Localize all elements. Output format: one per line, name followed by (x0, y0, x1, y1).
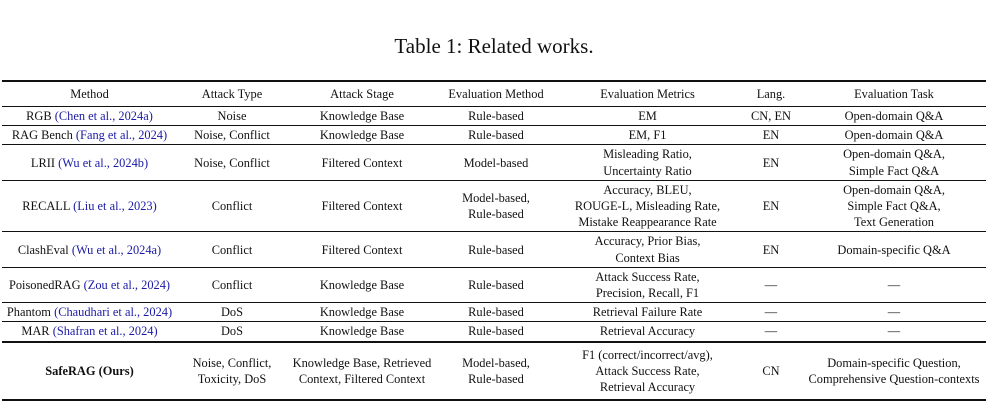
citation-link[interactable]: (Chaudhari et al., 2024) (54, 305, 173, 320)
evaluation-task-cell (802, 180, 986, 232)
cell-line: Simple Fact Q&A (848, 163, 940, 178)
method-name: RAG Bench (11, 128, 73, 143)
cell-line: F1 (correct/incorrect/avg), (582, 347, 713, 362)
cell-line: Text Generation (854, 215, 934, 230)
header-evaluation-task: Evaluation Task (854, 86, 934, 101)
evaluation-task-cell (802, 267, 986, 302)
lang-cell: CN, EN (751, 109, 791, 123)
method-cell (2, 342, 177, 401)
citation-link[interactable]: (Wu et al., 2024a) (71, 242, 162, 257)
citation-link[interactable]: (Shafran et al., 2024) (52, 324, 158, 339)
cell-line: Model-based (463, 155, 529, 170)
attack-stage-cell (287, 342, 437, 401)
method-name: Phantom (6, 305, 51, 320)
table-row (2, 126, 986, 145)
evaluation-metrics-cell (555, 107, 740, 126)
cell-line: EM (638, 109, 657, 123)
method-cell (2, 107, 177, 126)
attack-stage-cell (287, 267, 437, 302)
method-cell (2, 303, 177, 322)
header-lang: Lang. (756, 86, 786, 101)
cell-line: Mistake Reappearance Rate (578, 215, 717, 230)
attack-type-cell (177, 267, 287, 302)
table-row (2, 267, 986, 302)
attack-type-cell (177, 232, 287, 267)
evaluation-task-cell (802, 232, 986, 267)
lang-cell: EN (762, 242, 780, 257)
cell-line: — (887, 277, 901, 292)
method-name: MAR (21, 324, 50, 339)
cell-line: Knowledge Base (319, 277, 405, 292)
cell-line: Conflict (211, 242, 253, 257)
evaluation-metrics-cell (555, 232, 740, 267)
method-name: RECALL (22, 199, 70, 214)
cell-line: Knowledge Base (319, 324, 405, 339)
table-caption: Table 1: Related works. (394, 34, 594, 58)
cell-line: Attack Success Rate, (595, 363, 700, 378)
evaluation-task-cell (802, 342, 986, 401)
cell-line: Noise, Conflict (194, 155, 270, 170)
method-name: PoisonedRAG (8, 277, 81, 292)
evaluation-metrics-cell (555, 303, 740, 322)
lang-cell: EN (762, 155, 780, 170)
evaluation-method-cell (437, 180, 555, 232)
cell-line: ROUGE-L, Misleading Rate, (574, 199, 721, 214)
related-works-table (2, 80, 986, 401)
method-cell (2, 180, 177, 232)
evaluation-task-cell (802, 126, 986, 145)
lang-cell: CN (762, 363, 780, 378)
evaluation-metrics-cell (555, 126, 740, 145)
evaluation-method-cell (437, 126, 555, 145)
cell-line: Accuracy, BLEU, (603, 182, 692, 197)
attack-stage-cell (287, 322, 437, 342)
evaluation-metrics-cell (555, 267, 740, 302)
attack-stage-cell (287, 107, 437, 126)
cell-line: Domain-specific Question, (827, 355, 961, 370)
evaluation-task-cell (802, 145, 986, 180)
lang-cell: EN (762, 199, 780, 214)
evaluation-method-cell (437, 303, 555, 322)
cell-line: Rule-based (468, 109, 524, 123)
cell-line: Domain-specific Q&A (837, 242, 951, 257)
table-row (2, 303, 986, 322)
cell-line: Open-domain Q&A (844, 128, 944, 143)
cell-line: Simple Fact Q&A, (847, 199, 941, 214)
cell-line: Noise, Conflict, (192, 355, 272, 370)
lang-cell: EN (762, 128, 780, 143)
cell-line: Precision, Recall, F1 (595, 286, 700, 301)
cell-line: DoS (220, 305, 244, 320)
cell-line: Filtered Context (321, 242, 403, 257)
cell-line: Uncertainty Ratio (603, 163, 692, 178)
table-row (2, 107, 986, 126)
cell-line: Rule-based (468, 277, 524, 292)
lang-cell: — (764, 277, 778, 292)
table-row (2, 342, 986, 401)
attack-type-cell (177, 322, 287, 342)
cell-line: Model-based, (462, 190, 530, 205)
method-cell (2, 126, 177, 145)
cell-line: Open-domain Q&A (844, 109, 944, 123)
attack-type-cell (177, 303, 287, 322)
method-cell (2, 232, 177, 267)
method-name: ClashEval (17, 242, 69, 257)
evaluation-method-cell (437, 232, 555, 267)
attack-type-cell (177, 180, 287, 232)
method-name: LRII (30, 155, 55, 170)
evaluation-task-cell (802, 322, 986, 342)
cell-line: Accuracy, Prior Bias, (594, 234, 701, 249)
table-row (2, 322, 986, 342)
cell-line: Context Bias (615, 250, 680, 265)
cell-line: Retrieval Failure Rate (592, 305, 703, 320)
cell-line: Rule-based (468, 305, 524, 320)
evaluation-task-cell (802, 107, 986, 126)
attack-stage-cell (287, 145, 437, 180)
cell-line: Rule-based (468, 207, 524, 222)
evaluation-method-cell (437, 322, 555, 342)
header-attack-stage: Attack Stage (330, 86, 394, 101)
cell-line: Filtered Context (321, 199, 403, 214)
cell-line: Rule-based (468, 371, 524, 386)
attack-type-cell (177, 145, 287, 180)
header-attack-type: Attack Type (201, 86, 263, 101)
method-cell (2, 267, 177, 302)
cell-line: DoS (220, 324, 244, 339)
attack-stage-cell (287, 303, 437, 322)
evaluation-method-cell (437, 342, 555, 401)
citation-link[interactable]: (Chen et al., 2024a) (54, 109, 153, 123)
evaluation-metrics-cell (555, 342, 740, 401)
attack-type-cell (177, 126, 287, 145)
lang-cell: — (764, 305, 778, 320)
cell-line: Open-domain Q&A, (843, 182, 945, 197)
evaluation-task-cell (802, 303, 986, 322)
attack-type-cell (177, 342, 287, 401)
method-cell (2, 322, 177, 342)
cell-line: Comprehensive Question-contexts (808, 371, 980, 386)
cell-line: Context, Filtered Context (298, 371, 426, 386)
evaluation-metrics-cell (555, 322, 740, 342)
cell-line: Toxicity, DoS (197, 371, 267, 386)
cell-line: — (887, 324, 901, 339)
cell-line: Rule-based (468, 242, 524, 257)
cell-line: Rule-based (468, 128, 524, 143)
table-row (2, 145, 986, 180)
cell-line: Misleading Ratio, (603, 147, 692, 162)
cell-line: Knowledge Base, Retrieved (292, 355, 432, 370)
table-row (2, 180, 986, 232)
header-method: Method (70, 86, 109, 101)
attack-stage-cell (287, 180, 437, 232)
cell-line: Retrieval Accuracy (599, 380, 696, 395)
method-cell (2, 145, 177, 180)
header-row (2, 81, 986, 107)
table-row (2, 232, 986, 267)
cell-line: Filtered Context (321, 155, 403, 170)
cell-line: Knowledge Base (319, 128, 405, 143)
header-evaluation-method: Evaluation Method (448, 86, 544, 101)
cell-line: Knowledge Base (319, 109, 405, 123)
cell-line: Conflict (211, 277, 253, 292)
cell-line: Model-based, (462, 355, 530, 370)
evaluation-metrics-cell (555, 180, 740, 232)
cell-line: Open-domain Q&A, (843, 147, 945, 162)
table-body (2, 107, 986, 401)
attack-type-cell (177, 107, 287, 126)
cell-line: Attack Success Rate, (595, 269, 700, 284)
cell-line: — (887, 305, 901, 320)
lang-cell: — (764, 324, 778, 339)
attack-stage-cell (287, 232, 437, 267)
cell-line: Knowledge Base (319, 305, 405, 320)
method-name: RGB (26, 109, 52, 123)
citation-link[interactable]: (Zou et al., 2024) (83, 277, 171, 292)
cell-line: EM, F1 (628, 128, 667, 143)
evaluation-method-cell (437, 145, 555, 180)
cell-line: Noise, Conflict (194, 128, 270, 143)
cell-line: Noise (217, 109, 247, 123)
cell-line: Retrieval Accuracy (599, 324, 696, 339)
citation-link[interactable]: (Wu et al., 2024b) (58, 155, 149, 170)
citation-link[interactable]: (Liu et al., 2023) (73, 199, 157, 214)
evaluation-method-cell (437, 107, 555, 126)
evaluation-method-cell (437, 267, 555, 302)
cell-line: Conflict (211, 199, 253, 214)
citation-link[interactable]: (Fang et al., 2024) (75, 128, 168, 143)
header-evaluation-metrics: Evaluation Metrics (600, 86, 695, 101)
method-name: SafeRAG (Ours) (45, 363, 134, 378)
attack-stage-cell (287, 126, 437, 145)
evaluation-metrics-cell (555, 145, 740, 180)
cell-line: Rule-based (468, 324, 524, 339)
